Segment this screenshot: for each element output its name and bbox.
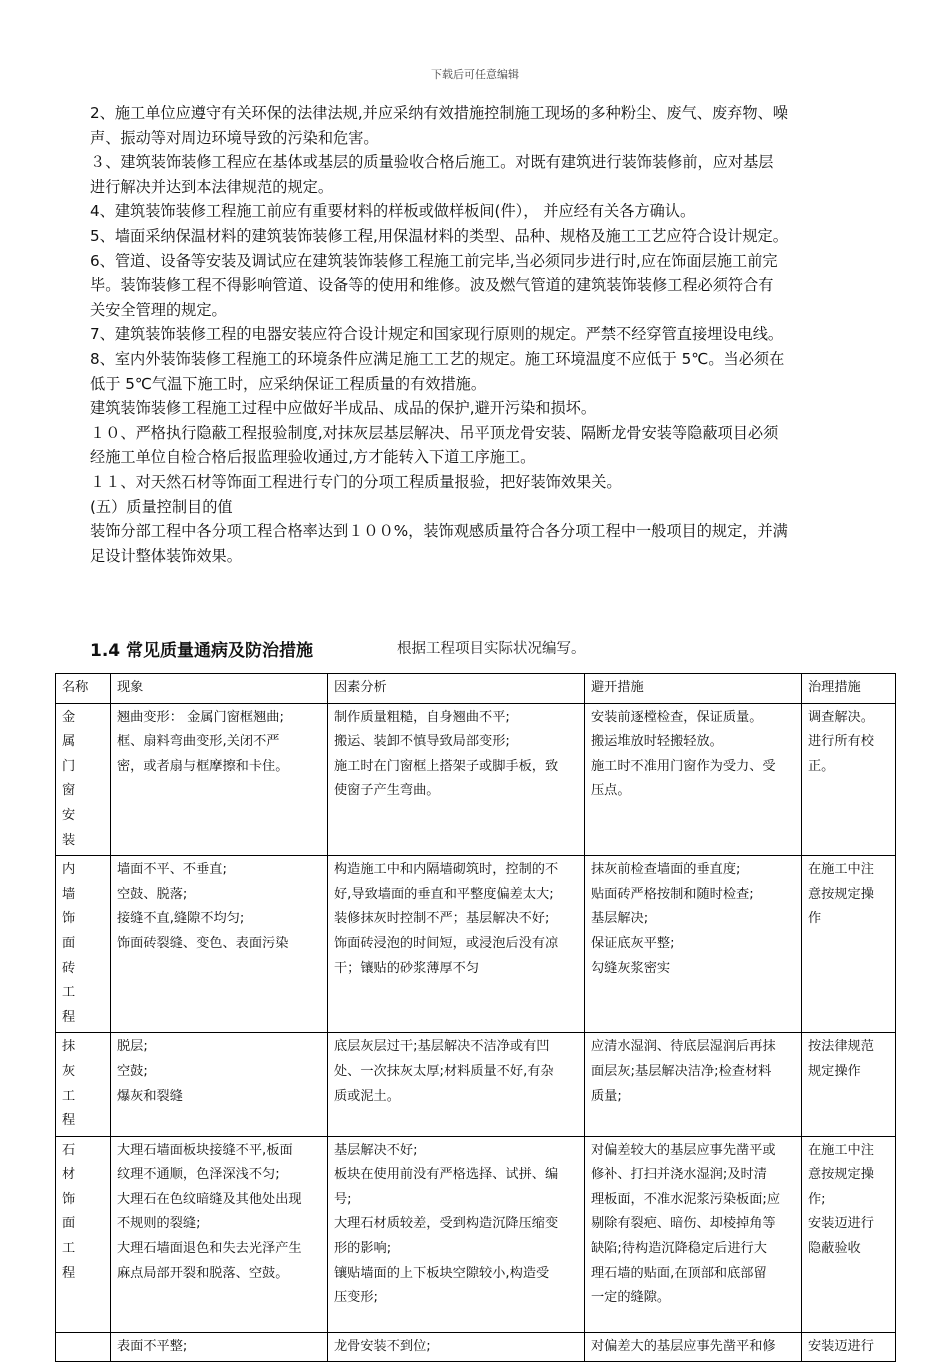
cell-line: 调查解决。 — [808, 709, 874, 725]
cell-line: 构造施工中和内隔墙砌筑时，控制的不 — [334, 862, 559, 878]
cell-line: 意按规定操 — [808, 886, 874, 902]
cell-line: 安装前逐樘检查，保证质量。 — [591, 709, 763, 725]
cell-line: 作; — [808, 1191, 826, 1207]
table-header-row — [56, 674, 896, 704]
cell-line: 按法律规范 — [808, 1039, 874, 1055]
paragraph-line: 6、管道、设备等安装及调试应在建筑装饰装修工程施工前完毕,当必须同步进行时,应在饰面层施工前完 — [90, 251, 778, 270]
table-row — [56, 856, 896, 1033]
cell-line: 搬运堆放时轻搬轻放。 — [591, 734, 723, 750]
header-treat: 治理措施 — [802, 674, 896, 704]
cell-line: 质或泥土。 — [334, 1088, 400, 1104]
paragraph-line: 2、施工单位应遵守有关环保的法律法规,并应采纳有效措施控制施工现场的多种粉尘、废气、废弃物、噪 — [90, 104, 788, 122]
paragraph-line: 毕。装饰装修工程不得影响管道、设备等的使用和维修。波及燃气管道的建筑装饰装修工程必须符合有 — [90, 276, 774, 295]
cell-line: 处、一次抹灰太厚;材料质量不好,有杂 — [334, 1063, 554, 1079]
quality-defects-table — [55, 673, 896, 1362]
cell-cause — [328, 1332, 585, 1362]
cell-line: 贴面砖严格按制和随时检查; — [591, 886, 754, 902]
cell-name — [56, 1332, 111, 1362]
cell-line: 饰面砖裂缝、变色、表面污染 — [117, 935, 289, 951]
cell-line: 大理石墙面板块接缝不平,板面 — [117, 1142, 293, 1158]
paragraph-line: 声、振动等对周边环境导致的污染和危害。 — [90, 128, 379, 147]
cell-line: 装修抹灰时控制不严；基层解决不好; — [334, 911, 550, 927]
cell-line: 框、扇料弯曲变形,关闭不严 — [117, 734, 280, 750]
cell-line: 脱层; — [117, 1039, 148, 1055]
cell-line: 面层灰;基层解决洁净;检查材料 — [591, 1063, 772, 1079]
paragraph-line: ３、建筑装饰装修工程应在基体或基层的质量验收合格后施工。对既有建筑进行装饰装修前，应对基层 — [90, 153, 774, 172]
cell-cause — [328, 1033, 585, 1136]
cell-line: 理石墙的贴面,在顶部和底部留 — [591, 1265, 767, 1281]
cell-line: 大理石墙面退色和失去光泽产生 — [117, 1241, 302, 1257]
cell-line: 镶贴墙面的上下板块空隙较小,构造受 — [334, 1265, 550, 1281]
table-body — [56, 703, 896, 1362]
paragraph-line: １１、对天然石材等饰面工程进行专门的分项工程质量报验，把好装饰效果关。 — [90, 472, 622, 491]
cell-name: 金属门窗安装 — [56, 703, 111, 856]
cell-line: 麻点局部开裂和脱落、空鼓。 — [117, 1265, 289, 1281]
body-text — [90, 101, 870, 568]
cell-line: 接缝不直,缝隙不均匀; — [117, 911, 245, 927]
cell-line: 压点。 — [591, 783, 631, 799]
cell-line: 施工时不准用门窗作为受力、受 — [591, 758, 776, 774]
cell-line: 抹灰前检查墙面的垂直度; — [591, 862, 741, 878]
cell-line: 纹理不通顺，色泽深浅不匀; — [117, 1167, 280, 1183]
cell-line: 施工时在门窗框上搭架子或脚手板，致 — [334, 758, 559, 774]
cell-avoid — [585, 1033, 802, 1136]
cell-phenomenon — [111, 1136, 328, 1332]
paragraph-line: 4、建筑装饰装修工程施工前应有重要材料的样板或做样板间(件）， 并应经有关各方确认。 — [90, 202, 696, 221]
page-header: 下载后可任意编辑 — [431, 68, 519, 81]
cell-name: 内墙饰面砖工程 — [56, 856, 111, 1033]
cell-line: 龙骨安装不到位; — [334, 1338, 431, 1354]
cell-line: 理板面，不准水泥浆污染板面;应 — [591, 1191, 781, 1207]
paragraph-line: 进行解决并达到本法律规范的规定。 — [90, 177, 333, 196]
cell-line: 号; — [334, 1191, 352, 1207]
cell-line: 搬运、装卸不慎导致局部变形; — [334, 734, 510, 750]
cell-line: 翘曲变形： 金属门窗框翘曲; — [117, 709, 284, 725]
cell-line: 饰面砖浸泡的时间短，或浸泡后没有凉 — [334, 935, 559, 951]
cell-line: 制作质量粗糙，自身翘曲不平; — [334, 709, 510, 725]
cell-line: 干；镶贴的砂浆薄厚不匀 — [334, 960, 480, 976]
cell-line: 在施工中注 — [808, 1142, 874, 1158]
cell-line: 作 — [808, 911, 822, 927]
cell-phenomenon — [111, 1332, 328, 1362]
paragraph-line: 装饰分部工程中各分项工程合格率达到１００%，装饰观感质量符合各分项工程中一般项目的规定，并满 — [90, 522, 788, 541]
cell-line: 勾缝灰浆密实 — [591, 960, 671, 976]
cell-treat — [802, 1332, 896, 1362]
cell-line: 板块在使用前没有严格选择、试拼、编 — [334, 1167, 559, 1183]
cell-line: 修补、打扫并浇水湿润;及时清 — [591, 1167, 767, 1183]
header-cause: 因素分析 — [328, 674, 585, 704]
cell-line: 空鼓、脱落; — [117, 886, 188, 902]
cell-treat — [802, 703, 896, 856]
header-avoid: 避开措施 — [585, 674, 802, 704]
cell-line: 爆灰和裂缝 — [117, 1088, 183, 1104]
cell-cause — [328, 856, 585, 1033]
cell-line: 形的影响; — [334, 1241, 392, 1257]
cell-avoid — [585, 856, 802, 1033]
table-row — [56, 1332, 896, 1362]
paragraph-line: 关安全管理的规定。 — [90, 300, 227, 319]
paragraph-line: 经施工单位自检合格后报监理验收通过,方才能转入下道工序施工。 — [90, 448, 536, 467]
paragraph-line: 足设计整体装饰效果。 — [90, 546, 242, 565]
cell-line: 大理石在色纹暗缝及其他处出现 — [117, 1191, 302, 1207]
table-row — [56, 1033, 896, 1136]
cell-line: 空鼓; — [117, 1063, 148, 1079]
paragraph-line: (五）质量控制目的值 — [90, 497, 233, 516]
cell-treat — [802, 1136, 896, 1332]
cell-line: 意按规定操 — [808, 1167, 874, 1183]
section-title: 1.4 常见质量通病及防治措施 — [90, 641, 314, 661]
paragraph-line: １０、严格执行隐蔽工程报验制度,对抹灰层基层解决、吊平顶龙骨安装、隔断龙骨安装等隐蔽项目必须 — [90, 423, 779, 442]
cell-cause — [328, 1136, 585, 1332]
cell-avoid — [585, 1332, 802, 1362]
header-name: 名称 — [56, 674, 111, 704]
cell-name: 石材饰面工程 — [56, 1136, 111, 1332]
cell-line: 在施工中注 — [808, 862, 874, 878]
table-row — [56, 1136, 896, 1332]
cell-line: 对偏差大的基层应事先凿平和修 — [591, 1338, 776, 1354]
cell-phenomenon — [111, 703, 328, 856]
cell-avoid — [585, 1136, 802, 1332]
cell-line: 保证底灰平整; — [591, 935, 675, 951]
cell-line: 规定操作 — [808, 1063, 861, 1079]
section-note: 根据工程项目实际状况编写。 — [397, 641, 586, 657]
cell-name: 抹灰工程 — [56, 1033, 111, 1136]
cell-line: 使窗子产生弯曲。 — [334, 783, 440, 799]
cell-treat — [802, 1033, 896, 1136]
cell-line: 安装迈进行 — [808, 1338, 874, 1354]
cell-line: 底层灰层过干;基层解决不洁净或有凹 — [334, 1039, 550, 1055]
section-heading — [90, 636, 870, 662]
cell-line: 正。 — [808, 758, 835, 774]
cell-line: 剔除有裂疤、暗伤、却棱掉角等 — [591, 1216, 776, 1232]
paragraph-line: 建筑装饰装修工程施工过程中应做好半成品、成品的保护,避开污染和损坏。 — [90, 399, 597, 418]
cell-cause — [328, 703, 585, 856]
cell-line: 隐蔽验收 — [808, 1241, 861, 1257]
cell-phenomenon — [111, 1033, 328, 1136]
cell-line: 不规则的裂缝; — [117, 1216, 201, 1232]
cell-line: 好,导致墙面的垂直和平整度偏差太大; — [334, 886, 554, 902]
cell-line: 应清水湿润、待底层湿润后再抹 — [591, 1039, 776, 1055]
paragraph-line: 5、墙面采纳保温材料的建筑装饰装修工程,用保温材料的类型、品种、规格及施工工艺应符合设计规定。 — [90, 226, 788, 245]
cell-line: 缺陷;待构造沉降稳定后进行大 — [591, 1241, 767, 1257]
cell-line: 基层解决不好; — [334, 1142, 418, 1158]
cell-line: 对偏差较大的基层应事先凿平或 — [591, 1142, 776, 1158]
cell-treat — [802, 856, 896, 1033]
cell-line: 压变形; — [334, 1290, 379, 1306]
cell-line: 安装迈进行 — [808, 1216, 874, 1232]
paragraph-line: 低于 5℃气温下施工时，应采纳保证工程质量的有效措施。 — [90, 374, 487, 393]
cell-line: 进行所有校 — [808, 734, 874, 750]
table-row — [56, 703, 896, 856]
cell-phenomenon — [111, 856, 328, 1033]
paragraph-line: 8、室内外装饰装修工程施工的环境条件应满足施工工艺的规定。施工环境温度不应低于 5℃。当必须在 — [90, 349, 785, 368]
cell-line: 质量; — [591, 1088, 622, 1104]
cell-line: 大理石材质较差，受到构造沉降压缩变 — [334, 1216, 559, 1232]
cell-line: 基层解决; — [591, 911, 649, 927]
cell-avoid — [585, 703, 802, 856]
paragraph-line: 7、建筑装饰装修工程的电器安装应符合设计规定和国家现行原则的规定。严禁不经穿管直接埋设电线。 — [90, 325, 784, 344]
cell-line: 墙面不平、不垂直; — [117, 862, 227, 878]
cell-line: 密，或者扇与框摩擦和卡住。 — [117, 758, 289, 774]
cell-line: 表面不平整; — [117, 1338, 188, 1354]
cell-line: 一定的缝隙。 — [591, 1290, 671, 1306]
header-phenomenon: 现象 — [111, 674, 328, 704]
